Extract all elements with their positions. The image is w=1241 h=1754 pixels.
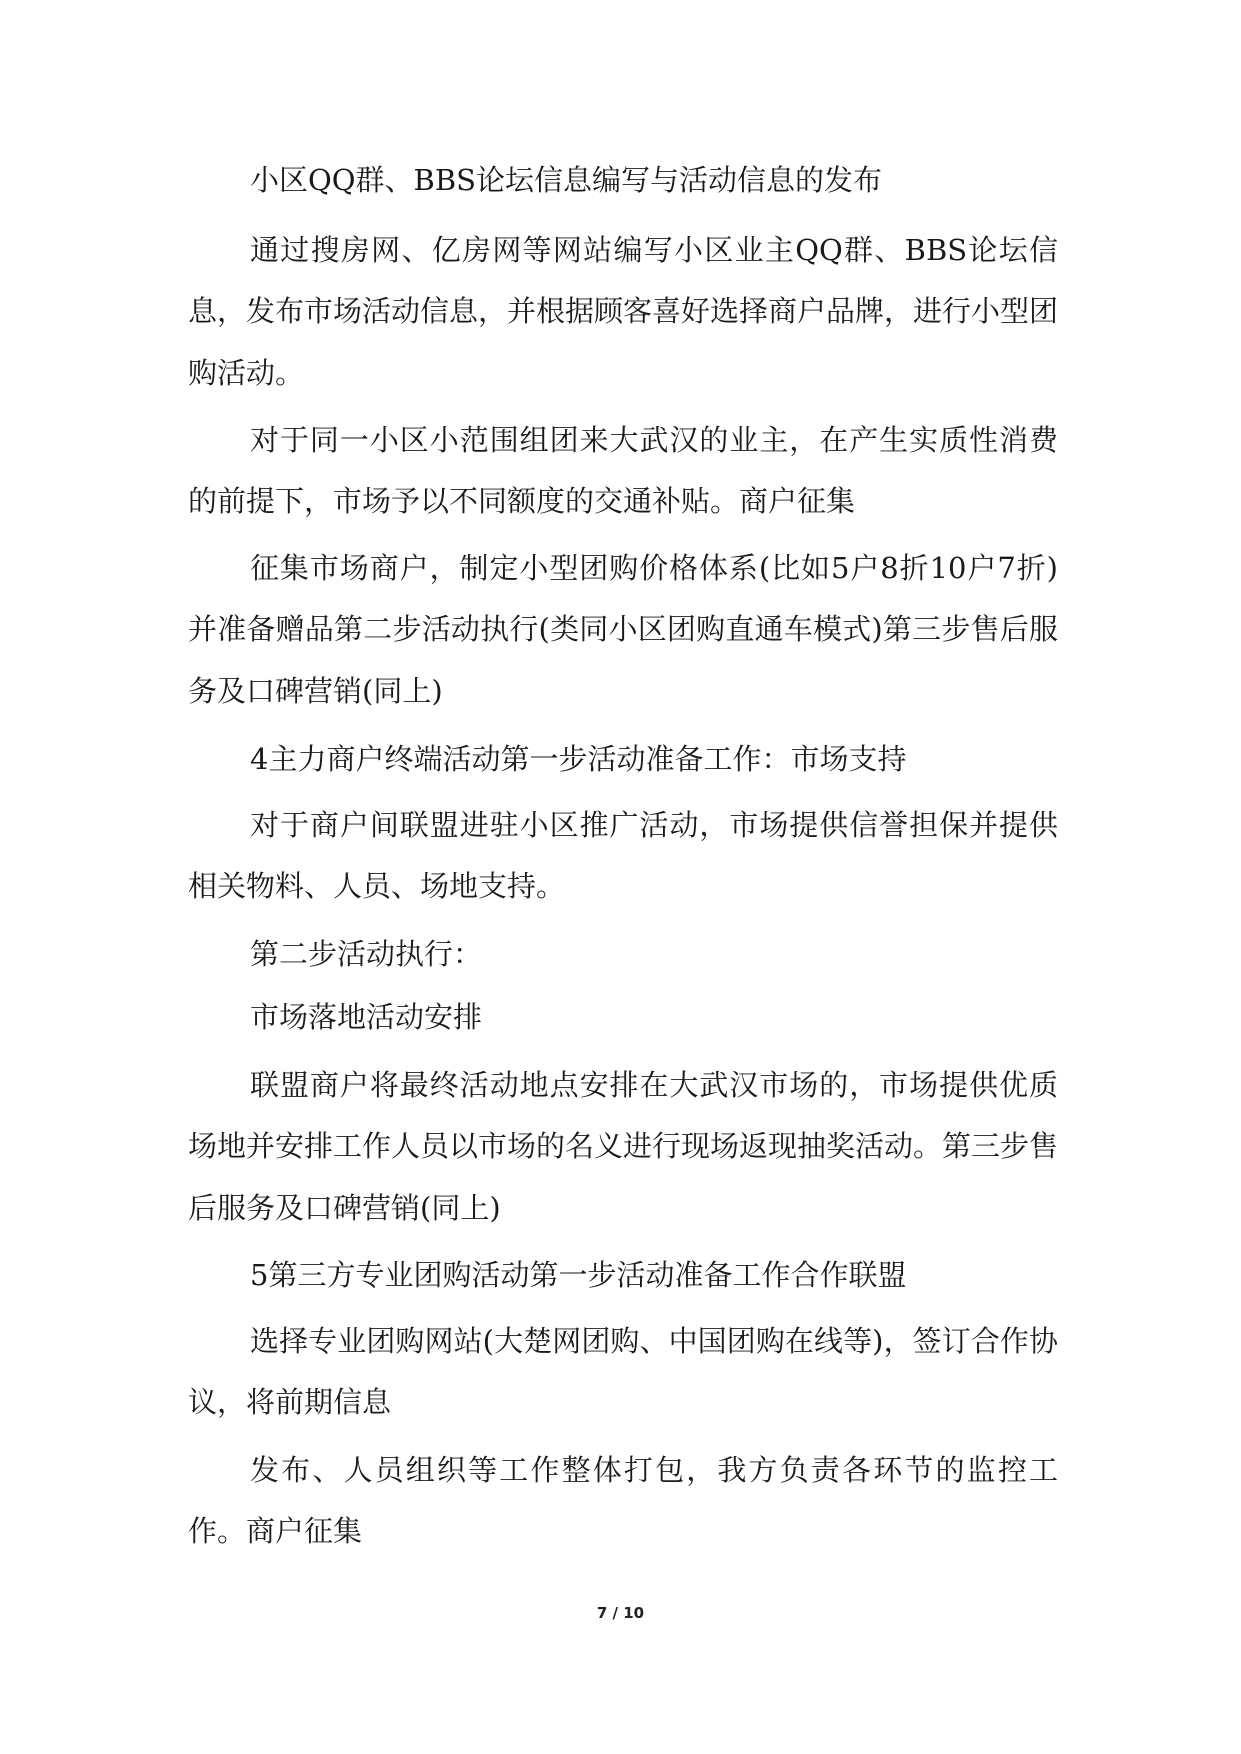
paragraph-3: 对于同一小区小范围组团来大武汉的业主，在产生实质性消费的前提下，市场予以不同额度的交通补贴。商户征集 (188, 423, 1058, 519)
paragraph-10: 5第三方专业团购活动第一步活动准备工作合作联盟 (250, 1258, 907, 1292)
paragraph-1: 小区QQ群、BBS论坛信息编写与活动信息的发布 (250, 163, 883, 197)
paragraph-5: 4主力商户终端活动第一步活动准备工作：市场支持 (250, 742, 907, 776)
paragraph-6: 对于商户间联盟进驻小区推广活动，市场提供信誉担保并提供相关物料、人员、场地支持。 (188, 808, 1058, 904)
paragraph-2: 通过搜房网、亿房网等网站编写小区业主QQ群、BBS论坛信息，发布市场活动信息，并根据顾客喜好选择商户品牌，进行小型团购活动。 (188, 233, 1059, 390)
paragraph-7: 第二步活动执行： (250, 937, 483, 971)
paragraph-9: 联盟商户将最终活动地点安排在大武汉市场的，市场提供优质场地并安排工作人员以市场的名义进行现场返现抽奖活动。第三步售后服务及口碑营销(同上) (188, 1068, 1059, 1225)
paragraph-4: 征集市场商户，制定小型团购价格体系(比如5户8折10户7折)并准备赠品第二步活动执行(类同小区团购直通车模式)第三步售后服务及口碑营销(同上) (188, 551, 1058, 708)
paragraph-11: 选择专业团购网站(大楚网团购、中国团购在线等)，签订合作协议，将前期信息 (188, 1324, 1058, 1420)
paragraph-12: 发布、人员组织等工作整体打包，我方负责各环节的监控工作。商户征集 (188, 1453, 1058, 1549)
page-number: 7 / 10 (596, 1604, 645, 1622)
paragraph-8: 市场落地活动安排 (250, 1000, 483, 1034)
